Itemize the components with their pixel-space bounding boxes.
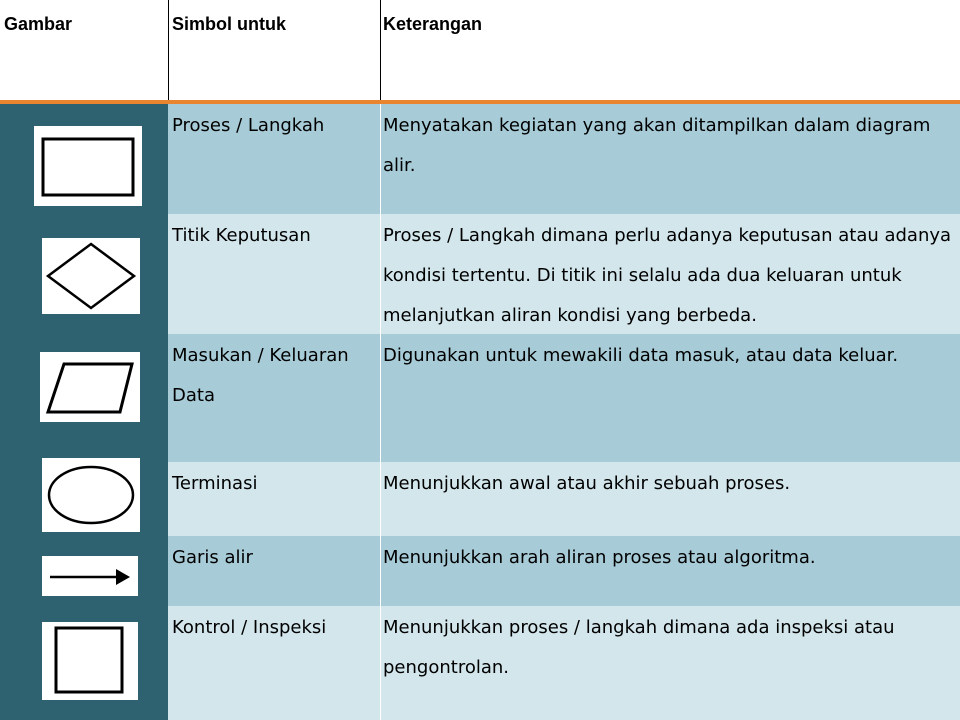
table-row bbox=[168, 606, 960, 720]
symbol-cell bbox=[168, 334, 380, 462]
symbol-label: Titik Keputusan bbox=[172, 225, 311, 246]
header-keterangan-cell bbox=[381, 0, 960, 100]
symbol-label: Masukan / Keluaran Data bbox=[172, 345, 349, 406]
arrow-right-icon bbox=[42, 556, 138, 596]
description-text: Menyatakan kegiatan yang akan ditampilkan dalam diagram alir. bbox=[383, 115, 931, 176]
description-cell bbox=[380, 334, 960, 462]
symbol-cell bbox=[168, 104, 380, 214]
description-text: Digunakan untuk mewakili data masuk, atau data keluar. bbox=[383, 345, 899, 366]
description-text: Menunjukkan awal atau akhir sebuah proses. bbox=[383, 473, 791, 494]
table-row bbox=[168, 536, 960, 606]
description-text: Proses / Langkah dimana perlu adanya keputusan atau adanya kondisi tertentu. Di titik ini selalu ada dua keluaran untuk melanjutkan aliran kondisi yang berbeda. bbox=[383, 225, 952, 326]
description-text: Menunjukkan proses / langkah dimana ada inspeksi atau pengontrolan. bbox=[383, 617, 895, 678]
description-cell bbox=[380, 214, 960, 334]
description-cell bbox=[380, 104, 960, 214]
table-row bbox=[168, 214, 960, 334]
header-gambar-cell bbox=[0, 0, 168, 100]
table-row bbox=[168, 334, 960, 462]
diamond-icon bbox=[42, 238, 140, 314]
symbol-cell bbox=[168, 462, 380, 536]
symbol-cell bbox=[168, 214, 380, 334]
symbol-label: Kontrol / Inspeksi bbox=[172, 617, 327, 638]
symbol-cell bbox=[168, 606, 380, 720]
description-cell bbox=[380, 462, 960, 536]
description-cell bbox=[380, 536, 960, 606]
parallelogram-icon bbox=[40, 352, 140, 422]
symbol-label: Garis alir bbox=[172, 547, 253, 568]
square-icon bbox=[42, 622, 138, 700]
header-keterangan: Keterangan bbox=[383, 14, 483, 34]
header-simbol: Simbol untuk bbox=[172, 14, 286, 34]
symbol-label: Proses / Langkah bbox=[172, 115, 325, 136]
header-simbol-cell bbox=[169, 0, 380, 100]
table-row bbox=[168, 104, 960, 214]
header-gambar: Gambar bbox=[4, 14, 73, 34]
table-row bbox=[168, 462, 960, 536]
symbol-cell bbox=[168, 536, 380, 606]
symbol-label: Terminasi bbox=[172, 473, 258, 494]
oval-icon bbox=[42, 458, 140, 532]
description-text: Menunjukkan arah aliran proses atau algoritma. bbox=[383, 547, 816, 568]
description-cell bbox=[380, 606, 960, 720]
rectangle-icon bbox=[34, 126, 142, 206]
